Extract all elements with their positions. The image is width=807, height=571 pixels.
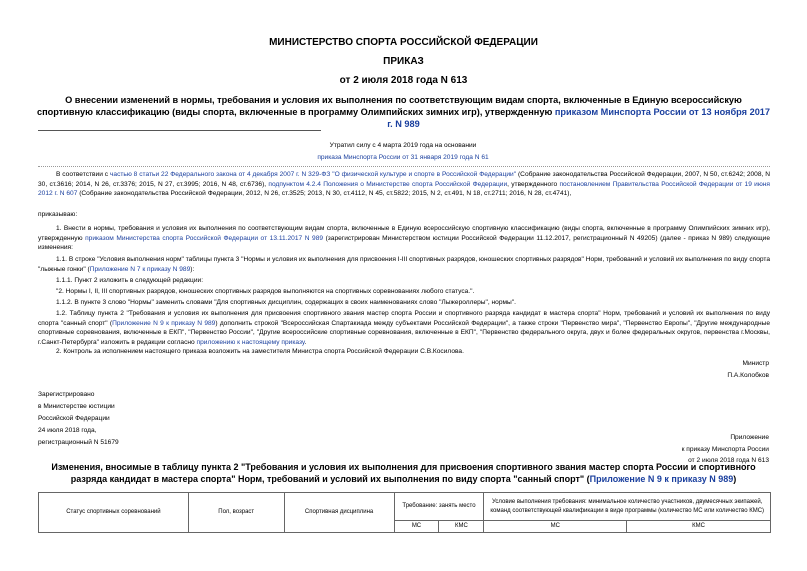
table-header-row: [39, 493, 771, 521]
status-note: [270, 140, 536, 164]
column-subheader: МС: [394, 521, 439, 533]
requirements-table: [38, 492, 771, 533]
appendix-title-text: ): [733, 474, 737, 484]
appendix-ref-line: Приложение: [730, 434, 769, 441]
preamble-text: , утвержденного: [507, 180, 560, 188]
registration-block: [38, 389, 119, 449]
item-1-text: 1. Внести в нормы, требования и условия их выполнения по соответствующим видам спорта, включенные в Единую всероссийскую спортивную классификацию (виды спорта, включенные в программу Олимпийских зимних игр), утвержденную: [38, 225, 770, 242]
item-1-text: (зарегистрирован Министерством юстиции Российской Федерации 11.12.2017, регистрационный N 49205) (далее - приказ N 989) следующие изменения:: [38, 234, 770, 252]
item-1-1: [38, 255, 770, 274]
appendix-title: [36, 461, 771, 485]
preamble-text: (Собрание законодательства Российской Федерации, 2012, N 26, ст.3525; 2013, N 30, ст.4112, N 45, ст.5822; 2015, N 2, ст.491, N 18, ст.2711; 2016, N 28, ст.4741),: [77, 190, 572, 198]
preamble: [38, 170, 770, 199]
orders-word: приказываю:: [38, 211, 78, 218]
item-1-2-text: .: [304, 338, 307, 346]
registration-line: регистрационный N 51679: [38, 439, 119, 446]
status-divider: [38, 166, 770, 167]
title-text: О внесении изменений в нормы, требования и условия их выполнения по соответствующим видам спорта, включенные в Единую всероссийскую спортивную классификацию (виды спорта, включенные в программу Олимпийских зимних игр), утвержденную: [36, 95, 742, 117]
item-1-2-text: 1.2. Таблицу пункта 2 "Требования и условия их выполнения для присвоения спортивного звания мастер спорта России и спортивного разряда кандидат в мастера спорта" Норм, требований и условий их выполнения по виду спорта "санный спорт" (: [38, 310, 770, 327]
appendix-ref-line: к приказу Минспорта России: [681, 445, 769, 453]
item-1-1-text: ):: [190, 265, 195, 273]
column-subheader: МС: [484, 521, 627, 533]
column-subheader: КМС: [627, 521, 771, 533]
item-1-2-text: ) дополнить строкой "Всероссийская Спартакиада между субъектами Российской Федерации", а также строки "Первенство мира", "Первенство Европы", "Другие международные спортивные соревнования, включенные в ЕКП", "Первенство России", "Другие всероссийские спортивные соревнования, включенные в ЕКП", "Первенство федерального округа, двух и более федеральных округов, первенства г.Москвы, г.Санкт-Петербурга" изложить в редакции согласно: [38, 319, 771, 346]
federal-law-link[interactable]: частью 8 статьи 22 Федерального закона от 4 декабря 2007 г. N 329-ФЗ "О физической культуре и спорте в Российской Федерации": [109, 171, 517, 178]
column-header: Требование: занять место: [394, 493, 484, 521]
regulation-subclause-link[interactable]: подпунктом 4.2.4 Положения о Министерстве спорта Российской Федерации: [268, 180, 508, 188]
appendix-ref-line: от 2 июля 2018 года N 613: [688, 457, 769, 464]
preamble-text: В соответствии с: [56, 171, 110, 178]
item-1-1-text: 1.1. В строке "Условия выполнения норм" таблицы пункта 3 "Нормы и условия их выполнения для присвоения I-III спортивных разрядов, юношеских спортивных разрядов" Норм, требований и условий их выполнения по виду спорта "лыжные гонки" (: [38, 256, 770, 273]
document-type: ПРИКАЗ: [383, 56, 424, 67]
registration-line: Российской Федерации: [38, 415, 110, 422]
signature-block: [727, 358, 769, 382]
status-note-link[interactable]: приказа Минспорта России от 31 января 2019 года N 61: [317, 154, 489, 161]
title-divider: [38, 130, 321, 131]
order-989-link[interactable]: приказом Министерства спорта Российской Федерации от 13.11.2017 N 989: [85, 234, 324, 242]
registration-line: 24 июля 2018 года,: [38, 427, 97, 434]
signature-name: П.А.Колобков: [727, 372, 769, 379]
signature-position: Министр: [742, 360, 769, 367]
preamble-text: (Собрание законодательства Российской Федерации, 2007, N 50, ст.6242; 2008, N 30, ст.3616; 2014, N 26, ст.3376; 2015, N 27, ст.3995; 2016, N 48, ст.6736),: [38, 171, 771, 188]
column-header: Пол, возраст: [188, 493, 284, 533]
item-1-1-1: 1.1.1. Пункт 2 изложить в следующей редакции:: [56, 277, 204, 284]
document-title: [36, 94, 771, 130]
government-decree-link[interactable]: постановлением Правительства Российской Федерации от 19 июня 2012 г. N 607: [38, 180, 770, 198]
document-date: от 2 июля 2018 года N 613: [339, 75, 468, 86]
appendix-title-text: Изменения, вносимые в таблицу пункта 2 "Требования и условия их выполнения для присвоения спортивного звания мастер спорта России и спортивного разряда кандидат в мастера спорта" Норм, требований и условий их выполнения по виду спорта "санный спорт" (: [51, 462, 756, 484]
column-header: Спортивная дисциплина: [284, 493, 394, 533]
item-1: [38, 224, 770, 253]
registration-line: в Министерстве юстиции: [38, 403, 115, 410]
appendix-9-link[interactable]: Приложение N 9 к приказу N 989: [112, 319, 216, 327]
item-2: 2. Контроль за исполнением настоящего приказа возложить на заместителя Министра спорта Российской Федерации С.В.Косилова.: [56, 348, 464, 355]
appendix-7-link[interactable]: Приложение N 7 к приказу N 989: [89, 265, 191, 273]
column-header: Статус спортивных соревнований: [39, 493, 189, 533]
registration-line: Зарегистрировано: [38, 391, 95, 398]
column-header: Условие выполнения требования: минимальное количество участников, двумесячных экипажей, команд соответствующей квалификации в виде программы (количество МС или количество КМС): [484, 493, 771, 521]
column-subheader: КМС: [439, 521, 484, 533]
amended-text-quote: "2. Нормы I, II, III спортивных разрядов, юношеских спортивных разрядов выполняются на спортивных соревнованиях любого статуса.".: [56, 288, 475, 295]
appendix-title-link[interactable]: Приложение N 9 к приказу N 989: [589, 474, 734, 484]
title-order-link[interactable]: приказом Минспорта России от 13 ноября 2017 г. N 989: [387, 107, 771, 129]
status-note-text: Утратил силу с 4 марта 2019 года на основании: [329, 142, 477, 149]
ministry-heading: МИНИСТЕРСТВО СПОРТА РОССИЙСКОЙ ФЕДЕРАЦИИ: [269, 37, 538, 48]
item-1-1-2: 1.1.2. В пункте 3 слово "Нормы" заменить словами "Для спортивных дисциплин, содержащих в своих наименованиях слово "Лыжероллеры", нормы".: [56, 299, 516, 306]
item-1-2: [38, 309, 770, 347]
this-order-appendix-link[interactable]: приложению к настоящему приказу: [196, 338, 305, 346]
